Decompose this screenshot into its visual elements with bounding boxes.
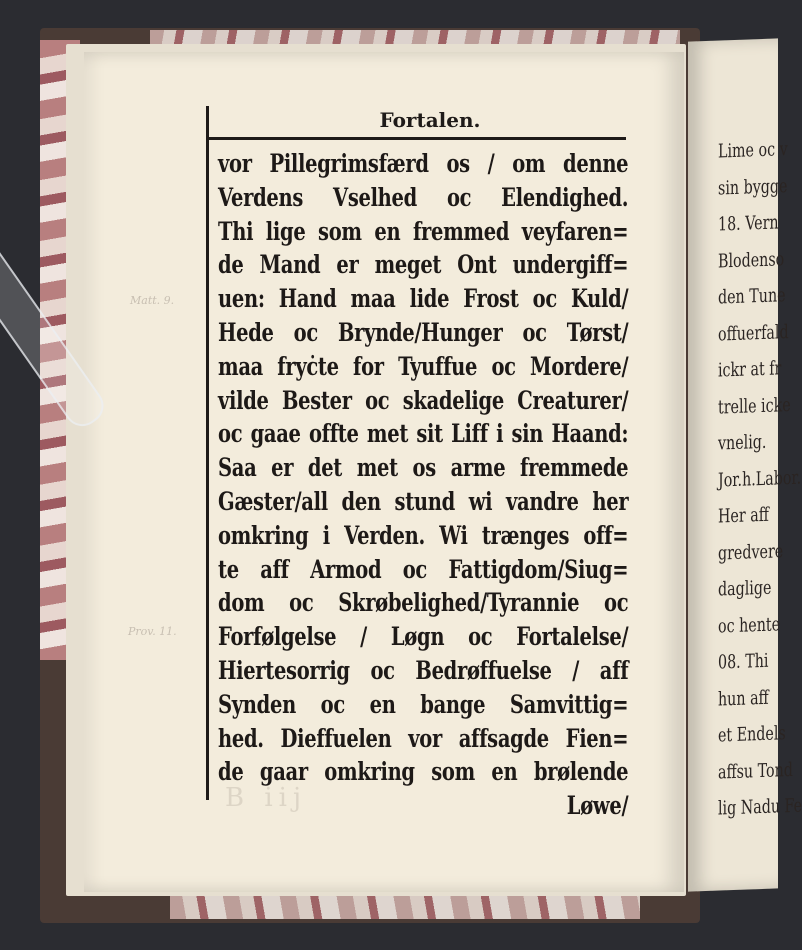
text-line: Hiertesorrig oc Bedrøffuelse / aff bbox=[218, 655, 629, 685]
facing-page-line: ickr at fr bbox=[718, 357, 782, 382]
facing-page-line: lig Nadu Fe bbox=[718, 794, 802, 820]
facing-page-line: Lime oc v bbox=[718, 138, 788, 163]
facing-page-line: Her aff bbox=[718, 503, 769, 528]
marbled-endpaper-bottom bbox=[170, 895, 640, 919]
text-line: Saa er det met os arme fremmede bbox=[218, 453, 629, 483]
facing-page-line: sin bygge bbox=[718, 174, 788, 200]
text-line: Synden oc en bange Samvittig= bbox=[218, 689, 629, 719]
facing-page-line: 18. Vern bbox=[718, 211, 779, 236]
text-line: de Mand er meget Ont undergiff= bbox=[218, 250, 629, 280]
text-line: oc gaae offte met sit Liff i sin Haand: bbox=[218, 419, 629, 449]
text-block bbox=[218, 147, 628, 823]
facing-page-line: affsu Tond bbox=[718, 758, 793, 784]
facing-page-line: hun aff bbox=[718, 686, 769, 711]
facing-page-line: Blodenso bbox=[718, 247, 785, 273]
running-head: Fortalen. bbox=[379, 108, 481, 132]
text-line: te aff Armod oc Fattigdom/Siug= bbox=[218, 554, 629, 584]
facing-page-line: trelle icke bbox=[718, 393, 791, 419]
text-line: Verdens Vselhed oc Elendighed. bbox=[218, 182, 629, 212]
text-line: vor Pillegrimsfærd os / om denne bbox=[218, 149, 629, 178]
facing-page-line: et Endels bbox=[718, 722, 786, 747]
text-line: Gæster/all den stund wi vandre her bbox=[218, 486, 629, 516]
text-line: Forfølgelse / Løgn oc Fortalelse/ bbox=[218, 622, 629, 652]
text-line: Thi lige som en fremmed veyfaren= bbox=[218, 216, 629, 246]
facing-page-line: daglige bbox=[718, 576, 772, 601]
facing-page-line: vnelig. bbox=[718, 430, 767, 455]
facing-page-line: Jor.h.Labor. bbox=[718, 466, 802, 492]
facing-page-line: den Tune bbox=[718, 284, 786, 309]
text-line: hed. Dieffuelen vor affsagde Fien= bbox=[218, 723, 629, 753]
facing-page-line: gredvere bbox=[718, 539, 784, 565]
text-line: maa fryċte for Tyuffue oc Mordere/ bbox=[218, 351, 629, 381]
facing-page-line: offuerfald bbox=[718, 320, 789, 346]
left-border-rule bbox=[206, 106, 209, 800]
text-line: dom oc Skrøbelighed/Tyrannie oc bbox=[218, 588, 629, 618]
head-rule bbox=[206, 137, 626, 140]
bleed-margin-note-2: Prov. 11. bbox=[128, 625, 177, 638]
facing-page-line: oc hente bbox=[718, 612, 781, 638]
text-line: vilde Bester oc skadelige Creaturer/ bbox=[218, 385, 629, 415]
bleed-margin-note-1: Matt. 9. bbox=[130, 294, 175, 307]
bleed-signature-mark: B iij bbox=[225, 783, 308, 813]
text-line: omkring i Verden. Wi trænges off= bbox=[218, 520, 629, 550]
facing-page bbox=[688, 38, 802, 891]
text-line: de gaar omkring som en brølende bbox=[218, 757, 629, 787]
catchword: Løwe/ bbox=[566, 791, 629, 821]
text-line: uen: Hand maa lide Frost oc Kuld/ bbox=[218, 284, 629, 314]
text-line: Hede oc Brynde/Hunger oc Tørst/ bbox=[218, 317, 629, 347]
facing-page-line: 08. Thi bbox=[718, 649, 769, 674]
